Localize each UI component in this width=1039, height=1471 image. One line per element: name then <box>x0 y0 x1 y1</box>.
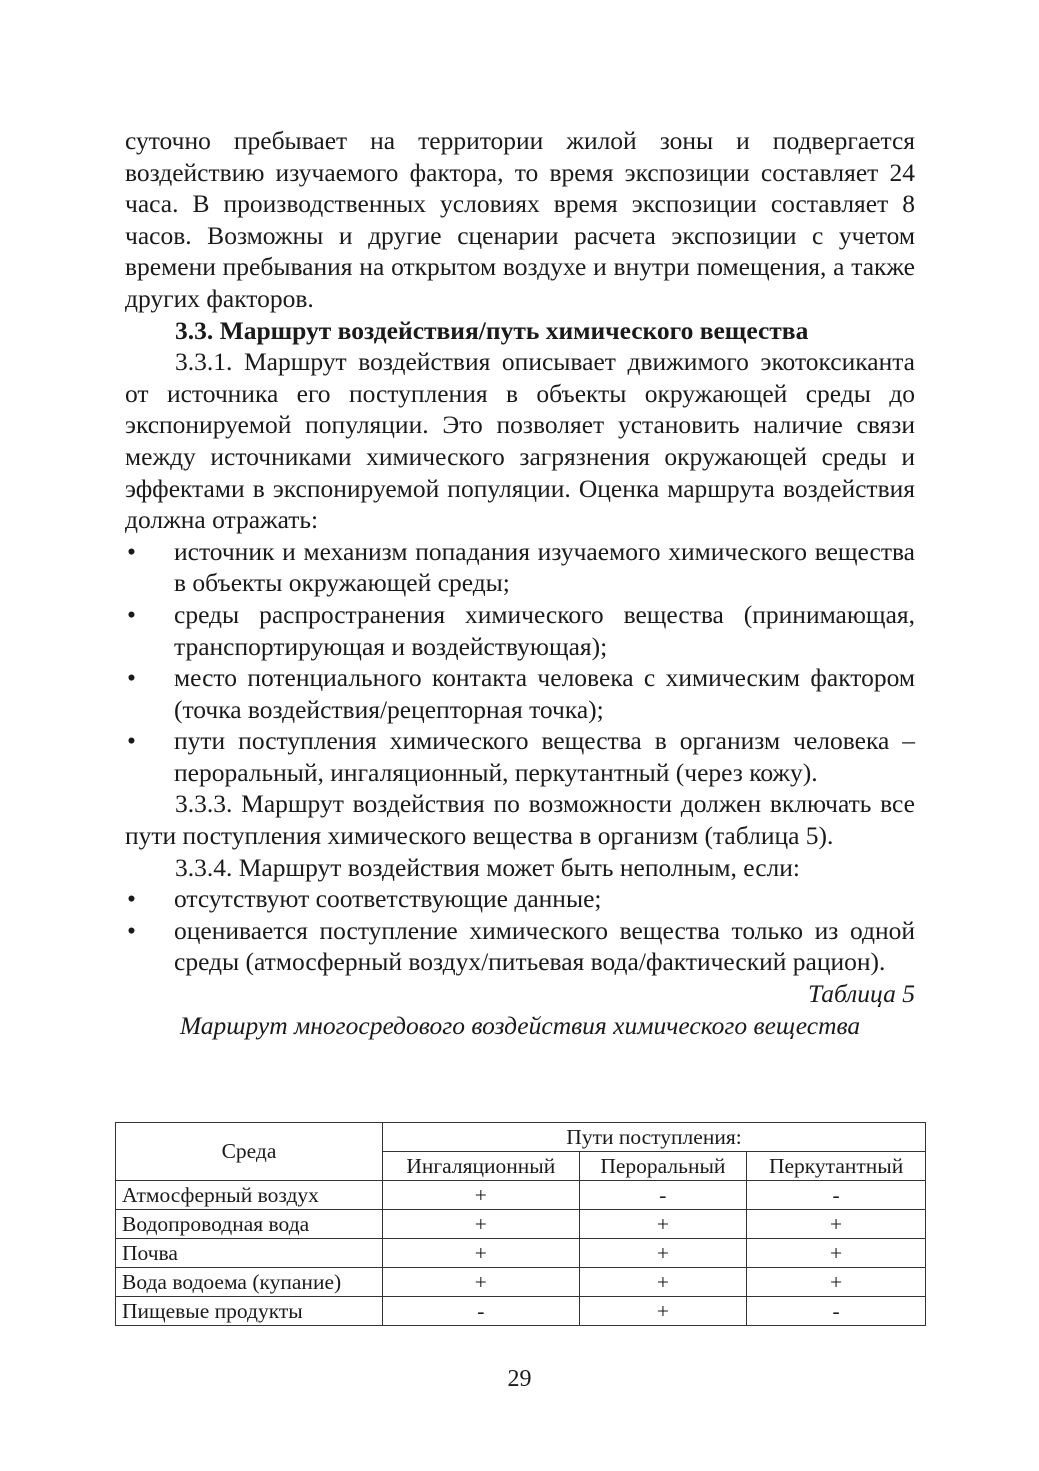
cell-value: + <box>383 1268 580 1297</box>
paragraph-exposure-time: суточно пребывает на территории жилой зоны и подвергается воздействию изучаемого фактора, то время экспозиции составляет 24 часа. В производственных условиях время экспозиции составляет 8 часов. Возможны и другие сценарии расчета экспозиции с учетом времени пребывания на открытом воздухе и внутри помещения, а также других факторов. <box>125 126 915 313</box>
table-row <box>116 1297 926 1326</box>
table-row <box>116 1210 926 1239</box>
cell-value: + <box>579 1210 747 1239</box>
cell-medium: Атмосферный воздух <box>116 1181 383 1210</box>
header-medium: Среда <box>116 1123 383 1181</box>
table-caption: Маршрут многосредового воздействия химического вещества <box>179 1010 861 1040</box>
cell-value: + <box>383 1239 580 1268</box>
paragraph-incomplete-route: 3.3.4. Маршрут воздействия может быть неполным, если: <box>175 852 800 882</box>
bullet-icon: • <box>127 663 136 693</box>
route-criteria-list <box>125 536 915 789</box>
cell-value: - <box>747 1297 926 1326</box>
list-item: • среды распространения химического вещества (принимающая, транспортирующая и воздействующая); <box>127 599 915 661</box>
bullet-icon: • <box>127 726 136 756</box>
header-routes: Пути поступления: <box>383 1123 926 1152</box>
bullet-icon: • <box>127 599 136 629</box>
bullet-icon: • <box>127 915 136 945</box>
cell-medium: Почва <box>116 1239 383 1268</box>
list-item: • оценивается поступление химического вещества только из одной среды (атмосферный воздух/питьевая вода/фактический рацион). <box>127 915 915 977</box>
paragraph-route-description: 3.3.1. Маршрут воздействия описывает движимого экотоксиканта от источника его поступления в объекты окружающей среды до экспонируемой популяции. Это позволяет установить наличие связи между источниками химического загрязнения окружающей среды и эффектами в экспонируемой популяции. Оценка маршрута воздействия должна отражать: <box>125 347 915 535</box>
bullet-icon: • <box>127 884 136 914</box>
cell-medium: Пищевые продукты <box>116 1297 383 1326</box>
bullet-icon: • <box>127 536 136 566</box>
cell-value: + <box>383 1210 580 1239</box>
list-item: • место потенциального контакта человека с химическим фактором (точка воздействия/рецепторная точка); <box>127 663 915 724</box>
page-body <box>125 125 915 1041</box>
cell-value: + <box>747 1268 926 1297</box>
exposure-routes-table <box>115 1122 926 1326</box>
cell-value: - <box>747 1181 926 1210</box>
section-heading: 3.3. Маршрут воздействия/путь химического вещества <box>175 315 809 345</box>
page-number: 29 <box>507 1366 532 1392</box>
cell-value: - <box>579 1181 747 1210</box>
header-route-dermal: Перкутантный <box>747 1152 926 1181</box>
table-row <box>116 1181 926 1210</box>
cell-value: + <box>579 1297 747 1326</box>
table-header-row <box>116 1123 926 1152</box>
list-item: • отсутствуют соответствующие данные; <box>127 884 602 914</box>
cell-medium: Вода водоема (купание) <box>116 1268 383 1297</box>
cell-value: - <box>383 1297 580 1326</box>
list-item: • пути поступления химического вещества в организм человека – пероральный, ингаляционный, перкутантный (через кожу). <box>127 726 915 787</box>
table-row <box>116 1239 926 1268</box>
cell-value: + <box>747 1239 926 1268</box>
table-row <box>116 1268 926 1297</box>
cell-value: + <box>579 1268 747 1297</box>
header-route-oral: Пероральный <box>579 1152 747 1181</box>
cell-medium: Водопроводная вода <box>116 1210 383 1239</box>
cell-value: + <box>579 1239 747 1268</box>
header-route-inhalation: Ингаляционный <box>383 1152 580 1181</box>
list-item: • источник и механизм попадания изучаемого химического вещества в объекты окружающей среды; <box>127 536 915 598</box>
cell-value: + <box>383 1181 580 1210</box>
incomplete-route-list <box>125 883 915 978</box>
table-label: Таблица 5 <box>807 979 915 1009</box>
cell-value: + <box>747 1210 926 1239</box>
paragraph-route-completeness: 3.3.3. Маршрут воздействия по возможности должен включать все пути поступления химического вещества в организм (таблица 5). <box>125 789 915 851</box>
